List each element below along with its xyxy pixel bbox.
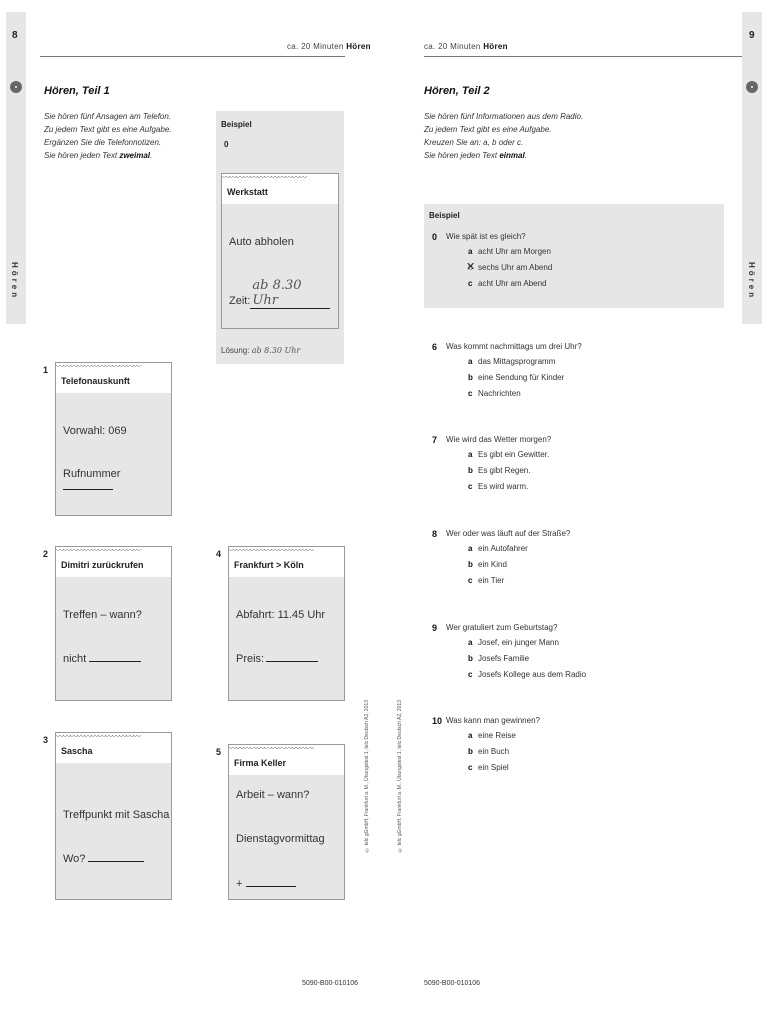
- example-note: [221, 173, 339, 329]
- handwritten-answer: ab 8.30 Uhr: [250, 278, 330, 309]
- left-example-label: Beispiel: [221, 120, 252, 129]
- note-line-1: Arbeit – wann?: [236, 789, 310, 801]
- right-page-code: 5090-B00-010106: [424, 980, 481, 987]
- task-number-4: 4: [216, 549, 222, 559]
- answer-blank[interactable]: [89, 652, 141, 662]
- note-line-2: Rufnummer: [63, 468, 171, 493]
- right-page-number: 9: [749, 30, 755, 41]
- option-c[interactable]: c acht Uhr am Abend: [468, 279, 547, 288]
- spiral-binding: 〰〰〰〰〰〰〰〰〰〰〰〰: [222, 174, 338, 184]
- task-number-2: 2: [43, 549, 49, 559]
- example-question: 0 Wie spät ist es gleich? a acht Uhr am Morgen b ✕ sechs Uhr am Abend c acht Uhr am Abend: [432, 232, 712, 302]
- option-a[interactable]: a ein Autofahrer: [468, 544, 528, 553]
- right-example-label: Beispiel: [429, 211, 460, 220]
- note-title: Firma Keller: [229, 755, 344, 775]
- right-title: Hören, Teil 2: [424, 85, 490, 97]
- note-title: Telefonauskunft: [56, 373, 171, 393]
- left-instructions: Sie hören fünf Ansagen am Telefon. Zu jedem Text gibt es eine Aufgabe. Ergänzen Sie die Telefonnotizen. Sie hören jeden Text zweimal.: [44, 112, 172, 160]
- left-header-rule: [40, 56, 345, 57]
- left-copyright: © telc gGmbH, Frankfurt a. M., Übungstest 1, telc Deutsch A2, 2013: [364, 700, 370, 853]
- note-line-2: Wo?: [63, 852, 144, 865]
- note-title: Dimitri zurückrufen: [56, 557, 171, 577]
- answer-blank[interactable]: [63, 480, 113, 490]
- right-side-label: Hören: [747, 262, 756, 301]
- option-b[interactable]: b ein Buch: [468, 747, 510, 756]
- option-a[interactable]: a Es gibt ein Gewitter.: [468, 450, 550, 459]
- question-10: 10 Was kann man gewinnen? a eine Reise b ein Buch c ein Spiel: [432, 716, 540, 772]
- right-header-rule: [424, 56, 742, 57]
- answer-blank[interactable]: [246, 877, 296, 887]
- example-solution: Lösung: ab 8.30 Uhr: [221, 346, 301, 355]
- note-line-2: Preis:: [236, 652, 318, 665]
- task-number-5: 5: [216, 747, 222, 757]
- note-line-1: Auto abholen: [229, 236, 294, 248]
- note-title: Frankfurt > Köln: [229, 557, 344, 577]
- note-3: 〰〰〰〰〰〰〰〰〰〰〰〰 Sascha Treffpunkt mit Sascha Wo?: [55, 732, 172, 900]
- note-line-2: Dienstagvormittag: [236, 833, 325, 845]
- left-title: Hören, Teil 1: [44, 85, 110, 97]
- answer-blank[interactable]: [266, 652, 318, 662]
- left-page-number: 8: [12, 30, 18, 41]
- option-b[interactable]: b Es gibt Regen.: [468, 466, 531, 475]
- note-line-1: Treffen – wann?: [63, 609, 142, 621]
- note-4: 〰〰〰〰〰〰〰〰〰〰〰〰 Frankfurt > Köln Abfahrt: 11.45 Uhr Preis:: [228, 546, 345, 701]
- option-b-checked[interactable]: b ✕ sechs Uhr am Abend: [468, 263, 552, 272]
- left-side-label: Hören: [10, 262, 19, 301]
- note-2: 〰〰〰〰〰〰〰〰〰〰〰〰 Dimitri zurückrufen Treffen – wann? nicht: [55, 546, 172, 701]
- left-circle-icon: [10, 81, 22, 93]
- question-6: 6 Was kommt nachmittags um drei Uhr? a das Mittagsprogramm b eine Sendung für Kinder c Nachrichten: [432, 342, 582, 398]
- option-c[interactable]: c Josefs Kollege aus dem Radio: [468, 670, 587, 679]
- note-1: 〰〰〰〰〰〰〰〰〰〰〰〰 Telefonauskunft Vorwahl: 069 Rufnummer: [55, 362, 172, 516]
- option-c[interactable]: c ein Tier: [468, 576, 505, 585]
- answer-blank[interactable]: [88, 852, 144, 862]
- option-a[interactable]: a eine Reise: [468, 731, 516, 740]
- option-c[interactable]: c Nachrichten: [468, 389, 521, 398]
- right-circle-icon: [746, 81, 758, 93]
- question-9: 9 Wer gratuliert zum Geburtstag? a Josef, ein junger Mann b Josefs Familie c Josefs Kollege aus dem Radio: [432, 623, 587, 679]
- option-b[interactable]: b ein Kind: [468, 560, 507, 569]
- note-line-1: Treffpunkt mit Sascha: [63, 809, 170, 821]
- option-a[interactable]: a das Mittagsprogramm: [468, 357, 556, 366]
- question-8: 8 Wer oder was läuft auf der Straße? a ein Autofahrer b ein Kind c ein Tier: [432, 529, 571, 585]
- note-line-1: Abfahrt: 11.45 Uhr: [236, 609, 326, 621]
- right-copyright: © telc gGmbH, Frankfurt a. M., Übungstest 1, telc Deutsch A2, 2013: [397, 700, 403, 853]
- option-b[interactable]: b eine Sendung für Kinder: [468, 373, 565, 382]
- option-b[interactable]: b Josefs Familie: [468, 654, 530, 663]
- task-number-3: 3: [43, 735, 49, 745]
- note-line-3: +: [236, 877, 296, 890]
- checkmark-x-icon: b ✕: [468, 263, 478, 272]
- option-c[interactable]: c Es wird warm.: [468, 482, 529, 491]
- note-line-2: Zeit:ab 8.30 Uhr: [229, 278, 330, 309]
- note-title: Werkstatt: [222, 184, 338, 204]
- left-page-code: 5090-B00-010106: [302, 980, 359, 987]
- note-line-2: nicht: [63, 652, 141, 665]
- right-header: ca. 20 Minuten Hören: [424, 42, 508, 51]
- task-number-1: 1: [43, 365, 49, 375]
- question-7: 7 Wie wird das Wetter morgen? a Es gibt ein Gewitter. b Es gibt Regen. c Es wird warm.: [432, 435, 552, 491]
- note-title: Sascha: [56, 743, 171, 763]
- option-a[interactable]: a Josef, ein junger Mann: [468, 638, 559, 647]
- right-instructions: Sie hören fünf Informationen aus dem Radio. Zu jedem Text gibt es eine Aufgabe. Kreuzen Sie an: a, b oder c. Sie hören jeden Text einmal.: [424, 112, 584, 160]
- note-5: 〰〰〰〰〰〰〰〰〰〰〰〰 Firma Keller Arbeit – wann? Dienstagvormittag +: [228, 744, 345, 900]
- option-c[interactable]: c ein Spiel: [468, 763, 509, 772]
- left-example-number: 0: [224, 140, 229, 149]
- note-line-1: Vorwahl: 069: [63, 425, 127, 437]
- left-header: ca. 20 Minuten Hören: [287, 42, 371, 51]
- option-a[interactable]: a acht Uhr am Morgen: [468, 247, 551, 256]
